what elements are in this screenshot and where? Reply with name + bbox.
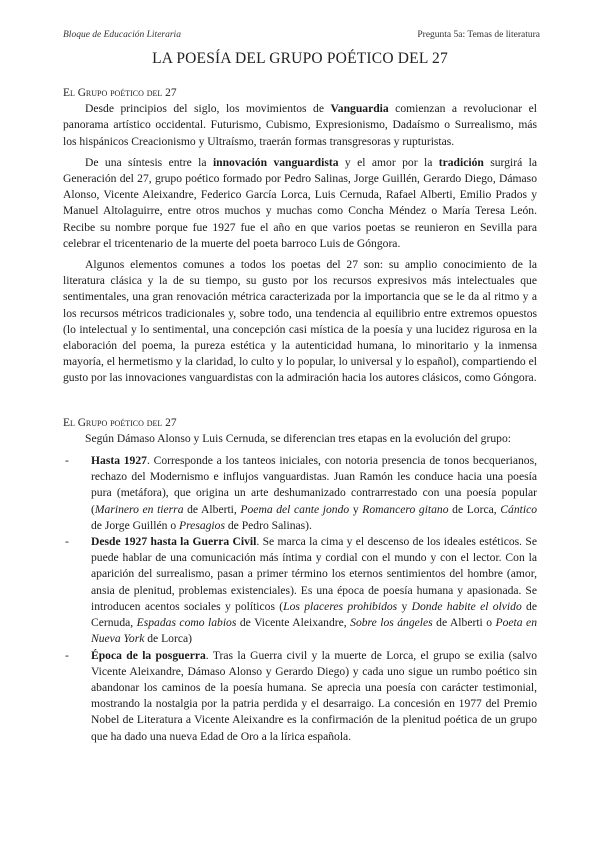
stage-title: Hasta 1927 bbox=[91, 454, 147, 468]
dash-bullet: - bbox=[65, 454, 69, 468]
dash-bullet: - bbox=[65, 648, 69, 662]
header-left: Bloque de Educación Literaria bbox=[63, 30, 181, 40]
section-heading-1: El Grupo poético del 27 bbox=[63, 87, 177, 99]
dash-bullet: - bbox=[65, 535, 69, 549]
stages-list bbox=[63, 453, 537, 745]
stage-title: Desde 1927 hasta la Guerra Civil bbox=[91, 535, 257, 549]
list-item-stage-3: - Época de la posguerra. Tras la Guerra civil y la muerte de Lorca, el grupo se exilia (salvo Vicente Aleixandre, Dámaso Alonso y Gerardo Diego) y cada uno sigue un rumbo poético sin abandonar los caminos de la poesía humana. Se aprecia una poesía con carácter testimonial, mostrando la nostalgia por la patria perdida y el desarraigo. La concesión en 1977 del Premio Nobel de Literatura a Vicente Aleixandre es la confirmación de la plenitud poética de un grupo que ha dado una nueva Edad de Oro a la lírica española. bbox=[65, 648, 537, 743]
section-heading-2: El Grupo poético del 27 bbox=[63, 416, 177, 429]
bold-term: Vanguardia bbox=[330, 102, 389, 116]
paragraph-elementos-comunes: Algunos elementos comunes a todos los poetas del 27 son: su amplio conocimiento de la literatura clásica y la de su tiempo, su gusto por los recursos expresivos más intelectuales que sentimentales, una gran renovación métrica caracterizada por la importancia que se le da al ritmo y a los recursos métricos tradicionales y, sobre todo, una tendencia al equilibrio entre extremos opuestos (lo intelectual y lo sentimental, una concepción casi mística de la poesía y una lucidez rigurosa en la elaboración del poema, la pureza estética y la autenticidad humana, lo minoritario y la inmensa mayoría, el hermetismo y la claridad, lo culto y lo popular, lo universal y lo español), compartiendo el gusto por las innovaciones vanguardistas con la admiración hacia los autores clásicos, como Góngora. bbox=[63, 258, 537, 385]
paragraph-vanguardia: Desde principios del siglo, los movimientos de Vanguardia comienzan a revolucionar el panorama artístico occidental. Futurismo, Cubismo, Expresionismo, Dadaísmo o Surrealismo, más los hispánicos Creacionismo y Ultraísmo, traerán formas transgresoras y rupturistas. bbox=[63, 102, 537, 148]
list-item-stage-2: - Desde 1927 hasta la Guerra Civil. Se marca la cima y el descenso de los ideales estéticos. Se puede hablar de una comunicación más íntima y cordial con el mundo y con el lector. Con la aparición del surrealismo, pasan a primer término los eternos sentimientos del hombre (amor, ansia de plenitud, problemas existenciales). Es una época de poesía humana y apasionada. Se introducen acentos sociales y políticos (Los placeres prohibidos y Donde habite el olvido de Cernuda, Espadas como labios de Vicente Aleixandre, Sobre los ángeles de Alberti o Poeta en Nueva York de Lorca) bbox=[65, 535, 537, 646]
header-right: Pregunta 5a: Temas de literatura bbox=[417, 30, 540, 40]
bold-term: innovación vanguardista bbox=[212, 155, 339, 169]
stages-intro: Según Dámaso Alonso y Luis Cernuda, se diferencian tres etapas en la evolución del grupo: bbox=[85, 431, 511, 445]
list-item-stage-1: - Hasta 1927. Corresponde a los tanteos iniciales, con notoria presencia de tonos becquerianos, rechazo del Modernismo e influjos vanguardistas. Juan Ramón les conduce hacia una poesía pura (metáfora), que origina un arte deshumanizado contrarrestado con una poesía popular (Marinero en tierra de Alberti, Poema del cante jondo y Romancero gitano de Lorca, Cántico de Jorge Guillén o Presagios de Pedro Salinas). bbox=[65, 454, 538, 532]
stage-title: Época de la posguerra bbox=[91, 648, 206, 662]
paragraph-generacion: De una síntesis entre la innovación vanguardista y el amor por la tradición surgirá la Generación del 27, grupo poético formado por Pedro Salinas, Jorge Guillén, Gerardo Diego, Dámaso Alonso, Vicente Aleixandre, Federico García Lorca, Luis Cernuda, Rafael Alberti, Emilio Prados y Manuel Altolaguirre, entre otros muchos y muchas como Concha Méndez o María Teresa León. Recibe su nombre porque fue 1927 fue el año en que varios poetas se reunieron en Sevilla para celebrar el tricentenario de la muerte del poeta barroco Luis de Góngora. bbox=[63, 155, 537, 250]
page-title: LA POESÍA DEL GRUPO POÉTICO DEL 27 bbox=[152, 50, 448, 67]
bold-term: tradición bbox=[438, 155, 484, 169]
document-body bbox=[63, 85, 537, 745]
